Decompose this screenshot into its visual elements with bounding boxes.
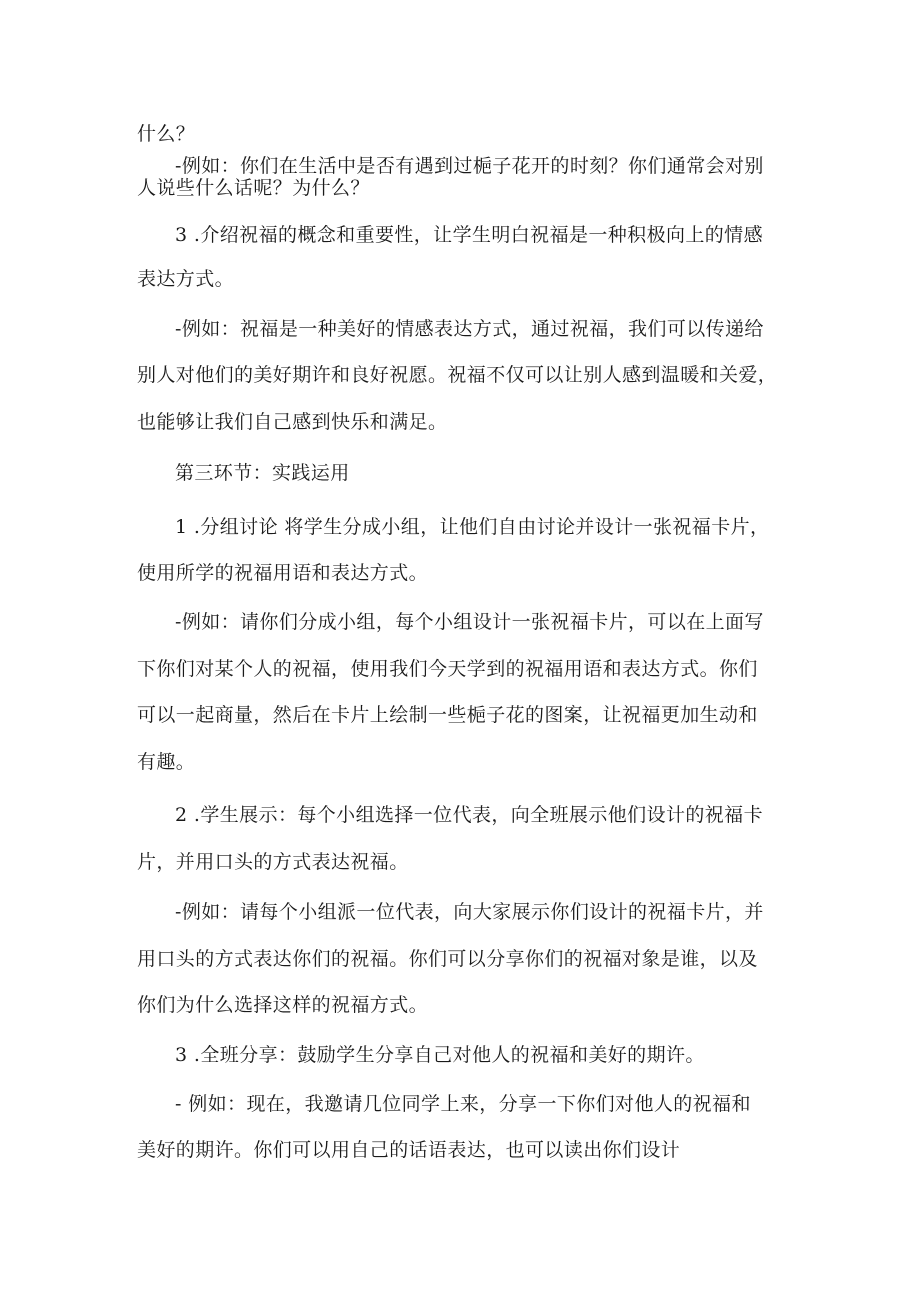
section-heading: 第三环节：实践运用 [175,462,350,484]
text-line: -例如：请你们分成小组，每个小组设计一张祝福卡片，可以在上面写 [175,611,764,633]
text-line: -例如：你们在生活中是否有遇到过梔子花开的时刻？你们通常会对别 [175,155,764,177]
text-line: 使用所学的祝福用语和表达方式。 [137,562,429,584]
text-line: 什么？ [137,123,196,145]
text-line: 用口头的方式表达你们的祝福。你们可以分享你们的祝福对象是谁，以及 [137,948,758,970]
text-line: 可以一起商量，然后在卡片上绘制一些梔子花的图案，让祝福更加生动和 [137,704,758,726]
text-line: 下你们对某个人的祝福，使用我们今天学到的祝福用语和表达方式。你们 [137,658,758,680]
text-line: 2 .学生展示：每个小组选择一位代表，向全班展示他们设计的祝福卡 [175,804,763,826]
text-line: 也能够让我们自己感到快乐和满足。 [137,411,448,433]
text-line: 表达方式。 [137,268,235,290]
text-line: 人说些什么话呢？为什么？ [137,177,370,199]
text-line: 有趣。 [137,751,196,773]
text-line: - 例如：现在，我邀请几位同学上来，分享一下你们对他人的祝福和 [175,1093,751,1115]
text-line: 别人对他们的美好期许和良好祝愿。祝福不仅可以让别人感到温暖和关爱， [137,364,778,386]
text-line: -例如：祝福是一种美好的情感表达方式，通过祝福，我们可以传递给 [175,318,764,340]
text-line: 片，并用口头的方式表达祝福。 [137,851,409,873]
text-line: 3 .介绍祝福的概念和重要性，让学生明白祝福是一种积极向上的情感 [175,224,763,246]
text-line: 1 .分组讨论 将学生分成小组，让他们自由讨论并设计一张祝福卡片， [175,516,770,538]
text-line: 你们为什么选择这样的祝福方式。 [137,994,429,1016]
text-line: 3 .全班分享：鼓励学生分享自己对他人的祝福和美好的期许。 [175,1044,705,1066]
text-line: 美好的期许。你们可以用自己的话语表达，也可以读出你们设计 [137,1139,681,1161]
text-line: -例如：请每个小组派一位代表，向大家展示你们设计的祝福卡片，并 [175,901,764,923]
